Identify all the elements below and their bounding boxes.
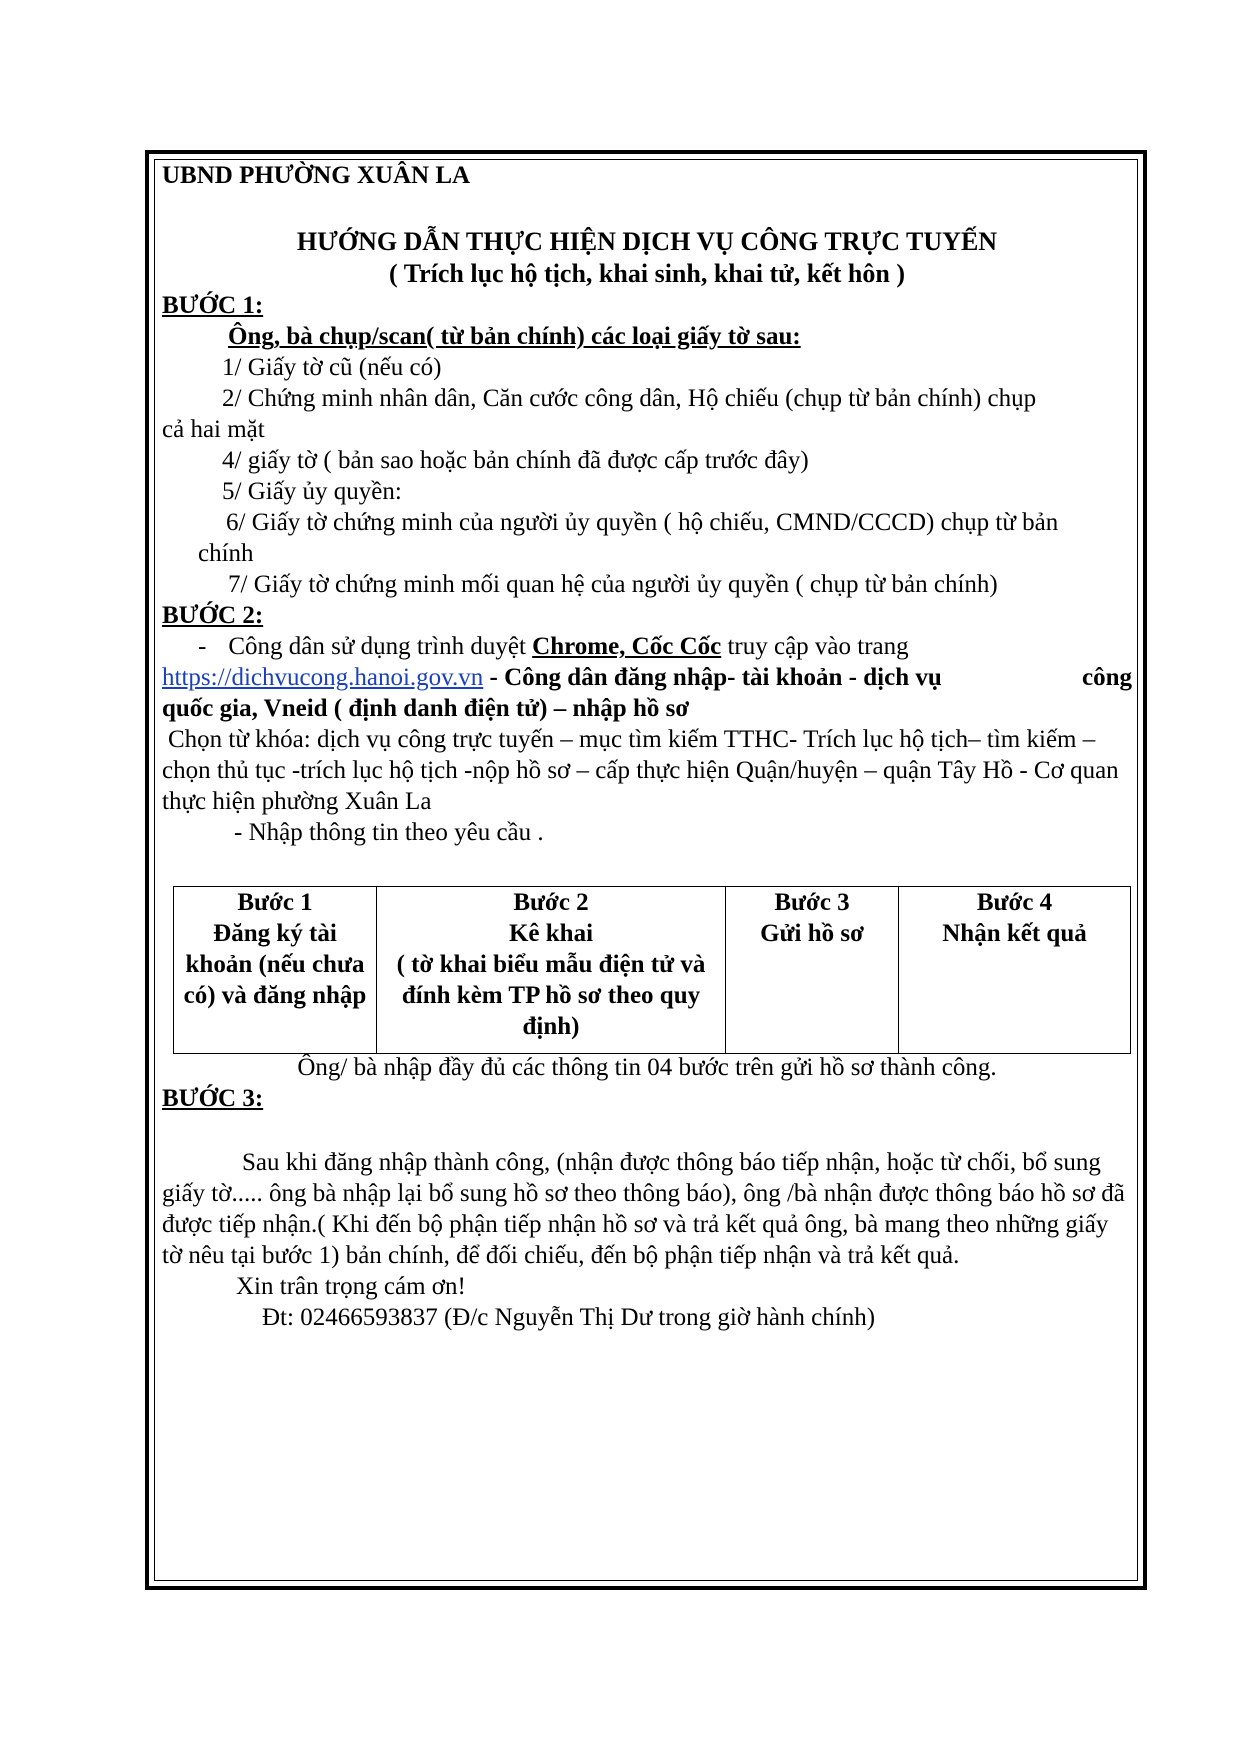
steps-table [173,886,1131,1054]
step2-login-text: - Công dân đăng nhập- tài khoản - dịch vụ [483,664,942,691]
cell-line: có) và đăng nhập [183,982,367,1009]
thanks-line: Xin trân trọng cám ơn! [236,1273,466,1300]
portal-link[interactable]: https://dichvucong.hanoi.gov.vn [162,664,484,691]
step3-heading: BƯỚC 3: [162,1085,264,1112]
cell-line: Nhận kết quả [942,920,1087,947]
organization-name: UBND PHƯỜNG XUÂN LA [162,162,471,189]
cell-line: ( tờ khai biểu mẫu điện tử và [396,951,706,978]
document-body [162,160,1132,848]
step2-dash: - [198,633,207,660]
step1-item-4: 4/ giấy tờ ( bản sao hoặc bản chính đã được cấp trước đây) [222,447,809,474]
cell-line: khoản (nếu chưa [185,951,365,978]
table-cell-step3 [726,887,899,1054]
cell-line: đính kèm TP hồ sơ theo quy [401,982,701,1009]
step2-browser-pre: Công dân sử dụng trình duyệt [228,633,533,660]
table-cell-step4 [899,887,1131,1054]
step2-heading: BƯỚC 2: [162,602,264,629]
step2-vneid-line: quốc gia, Vneid ( định danh điện tử) – nhập hồ sơ [162,695,690,722]
step2-login-text-right: công [1082,664,1132,691]
step1-item-7: 7/ Giấy tờ chứng minh mối quan hệ của người ủy quyền ( chụp từ bản chính) [228,571,998,598]
cell-line: Bước 2 [513,889,589,916]
cell-line: định) [522,1013,580,1040]
table-cell-step1 [174,887,377,1054]
document-subtitle: ( Trích lục hộ tịch, khai sinh, khai tử, kết hôn ) [389,259,905,288]
step3-section [162,1052,1132,1333]
step1-item-2-cont: cả hai mặt [162,416,265,443]
step1-intro: Ông, bà chụp/scan( từ bản chính) các loại giấy tờ sau: [228,323,801,350]
step2-input-note: - Nhập thông tin theo yêu cầu . [234,819,544,846]
document-title: HƯỚNG DẪN THỰC HIỆN DỊCH VỤ CÔNG TRỰC TUYẾN [296,227,998,256]
cell-line: Đăng ký tài [213,920,337,947]
step3-paragraph: Sau khi đăng nhập thành công, (nhận được thông báo tiếp nhận, hoặc từ chối, bổ sung giấy tờ..... ông bà nhập lại bổ sung hồ sơ theo thông báo), ông /bà nhận được thông báo hồ sơ đã được tiếp nhận.( Khi đến bộ phận tiếp nhận hồ sơ và trả kết quả ông, bà mang theo những giấy tờ nêu tại bước 1) bản chính, để đối chiếu, đến bộ phận tiếp nhận và trả kết quả. [162,1149,1125,1269]
table-note: Ông/ bà nhập đầy đủ các thông tin 04 bước trên gửi hồ sơ thành công. [297,1054,997,1081]
step2-link-line [162,662,1132,693]
step1-item-1: 1/ Giấy tờ cũ (nếu có) [222,354,442,381]
table-cell-step2 [377,887,726,1054]
step2-browser-post: truy cập vào trang [721,633,909,660]
cell-line: Bước 1 [237,889,313,916]
cell-line: Kê khai [508,920,594,947]
cell-line: Bước 3 [774,889,850,916]
step2-browsers: Chrome, Cốc Cốc [532,633,722,660]
table-row [174,887,1131,1054]
step2-browser-line [162,631,1132,662]
step1-heading: BƯỚC 1: [162,292,264,319]
cell-line: Gửi hồ sơ [760,920,864,947]
cell-line: Bước 4 [976,889,1053,916]
step1-item-6-cont: chính [198,540,254,567]
step1-item-6: 6/ Giấy tờ chứng minh của người ủy quyền ( hộ chiếu, CMND/CCCD) chụp từ bản [226,509,1059,536]
contact-line: Đt: 02466593837 (Đ/c Nguyễn Thị Dư trong giờ hành chính) [262,1304,876,1331]
step1-item-2: 2/ Chứng minh nhân dân, Căn cước công dân, Hộ chiếu (chụp từ bản chính) chụp [222,385,1037,412]
step1-item-5: 5/ Giấy ủy quyền: [222,478,402,505]
step2-keywords: Chọn từ khóa: dịch vụ công trực tuyến – mục tìm kiếm TTHC- Trích lục hộ tịch– tìm kiếm – chọn thủ tục -trích lục hộ tịch -nộp hồ sơ – cấp thực hiện Quận/huyện – quận Tây Hồ - Cơ quan thực hiện phường Xuân La [162,726,1119,815]
